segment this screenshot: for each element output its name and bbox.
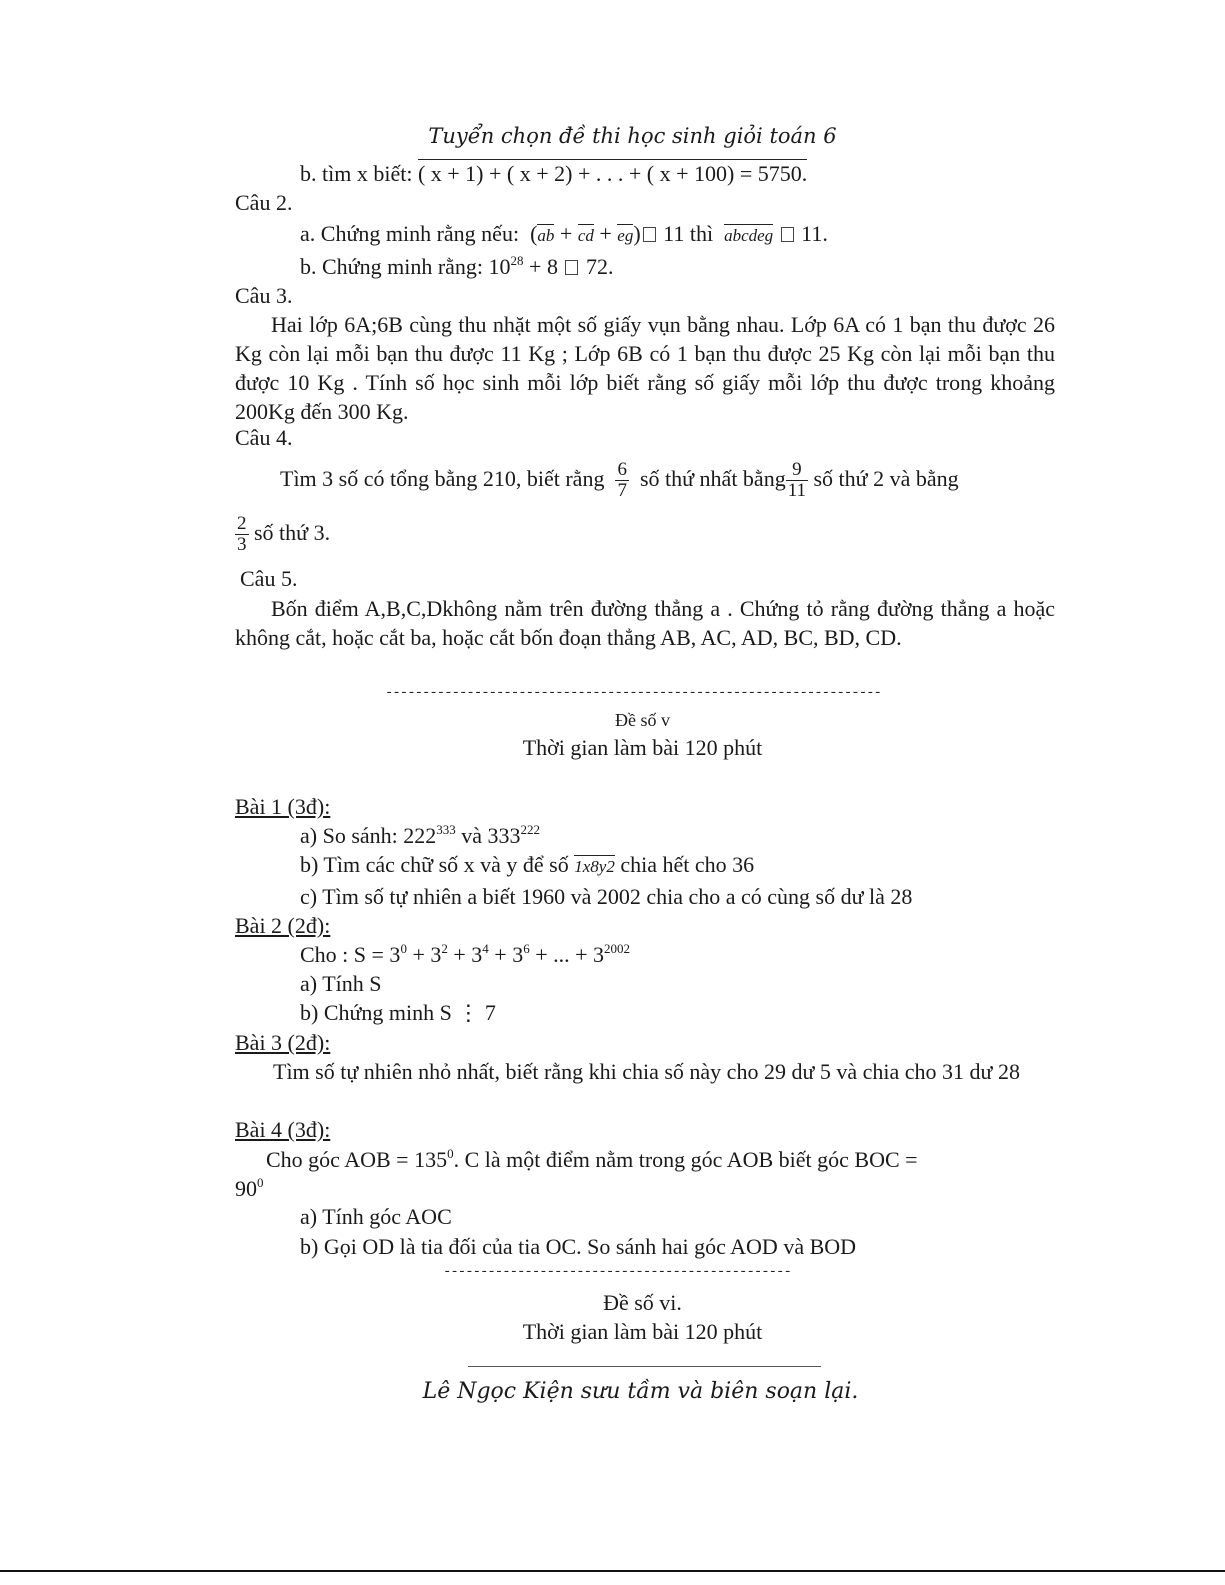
bai-1-heading: Bài 1 (3đ): <box>235 794 331 819</box>
numerator: 6 <box>617 459 627 481</box>
page-header-title: Tuyển chọn đề thi học sinh giỏi toán 6 <box>428 124 837 148</box>
bai-4-line-1 <box>266 1146 1056 1174</box>
bai-1a-prefix: a) So sánh: 222 <box>300 823 437 848</box>
question-2b-prefix: b. Chứng minh rằng: 10 <box>300 254 511 279</box>
divides-symbol-icon <box>565 260 578 275</box>
footer-signature: Lê Ngọc Kiện sưu tầm và biên soạn lại. <box>422 1379 859 1404</box>
exponent: 2 <box>441 941 448 956</box>
exponent: 0 <box>400 941 407 956</box>
cau-3-heading: Câu 3. <box>235 283 293 308</box>
numerator: 9 <box>786 460 808 481</box>
exam-5-title: Đề số v <box>615 710 670 730</box>
exponent: 222 <box>520 822 541 837</box>
bai-1b-suffix: chia hết cho 36 <box>620 852 755 877</box>
question-1b-prefix: b. tìm x biết: <box>300 161 413 186</box>
exponent: 0 <box>257 1175 264 1190</box>
denominator: 11 <box>787 480 806 502</box>
bai-3-text: Tìm số tự nhiên nhỏ nhất, biết rằng khi chia số này cho 29 dư 5 và chia cho 31 dư 28 <box>273 1059 1020 1084</box>
text: + 3 <box>447 942 483 967</box>
fraction-9-11 <box>786 460 808 501</box>
bai-3-heading: Bài 3 (2đ): <box>235 1030 331 1055</box>
text: + ... + 3 <box>529 942 605 967</box>
overline-ab: ab <box>537 226 555 245</box>
exam-6-time: Thời gian làm bài 120 phút <box>522 1319 763 1344</box>
bai-2a: a) Tính S <box>300 971 382 996</box>
bai-2-expression <box>300 941 630 969</box>
question-4-text-c: số thứ 2 và bằng <box>813 466 959 491</box>
question-5-text: Bốn điểm A,B,C,Dkhông nằm trên đường thẳng a . Chứng tỏ rằng đường thẳng a hoặc không cắt, hoặc cắt ba, hoặc cắt bốn đoạn thẳng AB, AC, AD, BC, BD, CD. <box>235 596 1055 650</box>
question-2a: a. Chứng minh rằng nếu: (ab + cd + eg) 11 thì abcdeg 11. <box>300 221 828 246</box>
bai-4b: b) Gọi OD là tia đối của tia OC. So sánh hai góc AOD và BOD <box>300 1234 857 1259</box>
question-1b-expression: ( x + 1) + ( x + 2) + . . . + ( x + 100) = 5750. <box>417 161 808 186</box>
text: Cho : S = 3 <box>300 942 401 967</box>
question-2a-end: 11. <box>801 221 828 246</box>
cau-4-heading: Câu 4. <box>235 425 293 450</box>
page-bottom-edge <box>0 1570 1225 1572</box>
overline-1x8y2: 1x8y2 <box>574 857 615 876</box>
exponent: 4 <box>482 941 489 956</box>
text: Cho góc AOB = 135 <box>266 1147 448 1172</box>
numerator: 2 <box>237 513 247 535</box>
exam-6-title: Đề số vi. <box>603 1290 682 1315</box>
bai-4-heading: Bài 4 (3đ): <box>235 1117 331 1142</box>
exponent: 333 <box>436 822 456 837</box>
bai-1a-middle: và 333 <box>455 823 521 848</box>
question-2b-end: 72. <box>585 254 614 279</box>
exponent: 6 <box>523 941 530 956</box>
cau-2-heading: Câu 2. <box>235 190 293 215</box>
question-2a-middle: 11 thì <box>663 221 714 246</box>
exponent: 0 <box>447 1146 454 1161</box>
bai-1b-prefix: b) Tìm các chữ số x và y để số <box>300 852 569 877</box>
question-1b <box>300 160 807 188</box>
text: + 3 <box>406 942 442 967</box>
overline-eg: eg <box>617 226 634 245</box>
exam-5-time: Thời gian làm bài 120 phút <box>522 735 763 760</box>
question-4-line-2 <box>235 512 330 555</box>
exponent: 2002 <box>604 941 631 956</box>
question-2b-middle: + 8 <box>523 254 558 279</box>
text: 90 <box>235 1176 257 1201</box>
divides-symbol-icon <box>781 227 794 242</box>
denominator: 7 <box>617 480 627 502</box>
footer-rule <box>468 1366 821 1367</box>
question-2a-prefix: a. Chứng minh rằng nếu: <box>300 221 520 246</box>
question-3-text: Hai lớp 6A;6B cùng thu nhặt một số giấy vụn bằng nhau. Lớp 6A có 1 bạn thu được 26 Kg còn lại mỗi bạn thu được 11 Kg ; Lớp 6B có 1 bạn thu được 25 Kg còn lại mỗi bạn thu được 10 Kg . Tính số học sinh mỗi lớp biết rằng số giấy mỗi lớp thu được trong khoảng 200Kg đến 300 Kg. <box>235 312 1055 424</box>
overline-abcdeg: abcdeg <box>724 226 774 245</box>
question-2b <box>300 253 613 281</box>
denominator: 3 <box>237 534 247 556</box>
question-4-line-1 <box>280 458 1055 501</box>
fraction-6-7 <box>615 460 629 501</box>
bai-2b: b) Chứng minh S ⋮ 7 <box>300 1000 496 1025</box>
bai-1c: c) Tìm số tự nhiên a biết 1960 và 2002 chia cho a có cùng số dư là 28 <box>300 884 913 909</box>
divides-symbol-icon <box>643 227 656 242</box>
bai-2-heading: Bài 2 (2đ): <box>235 913 331 938</box>
separator-line: ------------------------------------------------------------------- <box>385 685 881 701</box>
exponent: 28 <box>510 253 524 268</box>
bai-4-line-2 <box>235 1175 264 1203</box>
bai-4a: a) Tính góc AOC <box>300 1204 452 1229</box>
bai-1b <box>300 851 754 881</box>
text: . C là một điểm nằm trong góc AOB biết góc BOC = <box>453 1147 918 1172</box>
question-4-text-b: số thứ nhất bằng <box>639 466 786 491</box>
cau-5-heading: Câu 5. <box>240 566 298 591</box>
bai-1a <box>300 822 540 850</box>
separator-line: ----------------------------------------------- <box>443 1264 791 1280</box>
fraction-2-3 <box>235 514 249 555</box>
question-4-text-d: số thứ 3. <box>254 520 331 545</box>
question-4-text-a: Tìm 3 số có tổng bằng 210, biết rằng <box>280 466 605 491</box>
text: + 3 <box>488 942 524 967</box>
overline-cd: cd <box>577 226 594 245</box>
